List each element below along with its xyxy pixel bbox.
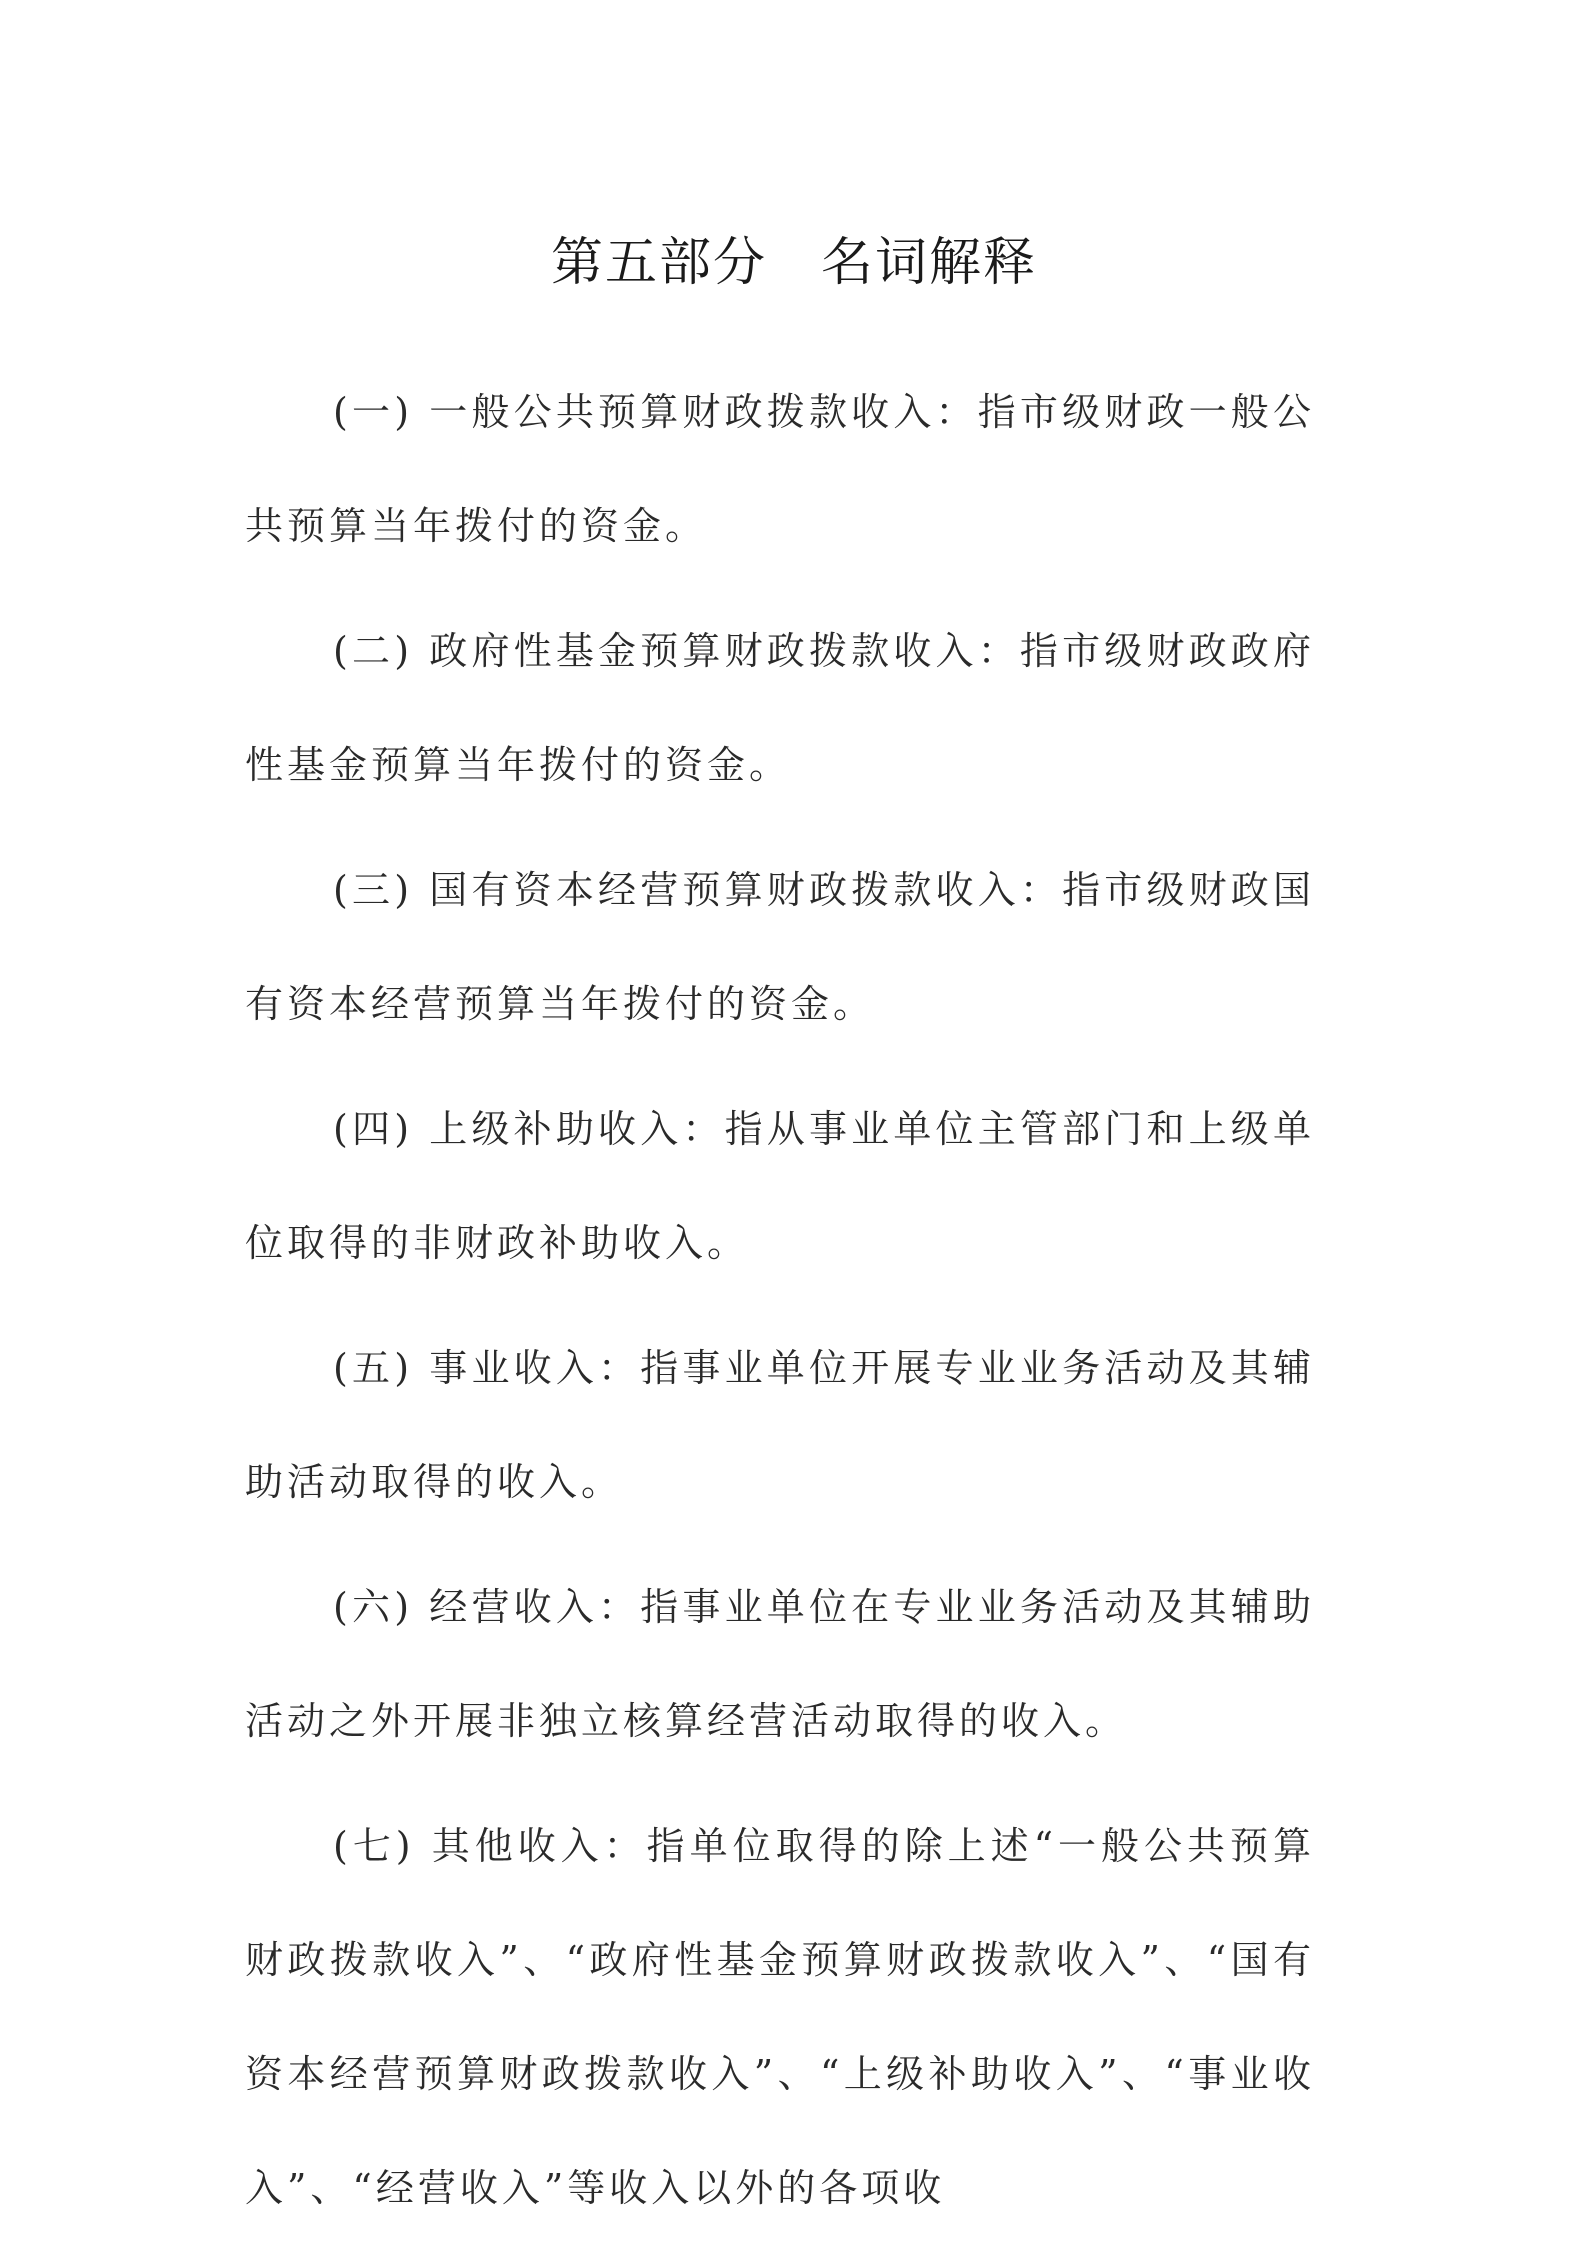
definition-paragraph-7: (七) 其他收入：指单位取得的除上述“一般公共预算财政拨款收入”、“政府性基金预算财政拨款收入”、“国有资本经营预算财政拨款收入”、“上级补助收入”、“事业收入”、“经营收入”等收入以外的各项收	[245, 1824, 1315, 2210]
definition-paragraph-6: (六) 经营收入：指事业单位在专业业务活动及其辅助活动之外开展非独立核算经营活动取得的收入。	[245, 1585, 1315, 1743]
definition-paragraph-2: (二) 政府性基金预算财政拨款收入：指市级财政政府性基金预算当年拨付的资金。	[245, 629, 1315, 787]
definition-paragraph-3: (三) 国有资本经营预算财政拨款收入：指市级财政国有资本经营预算当年拨付的资金。	[245, 868, 1315, 1026]
definition-paragraph-1: (一) 一般公共预算财政拨款收入：指市级财政一般公共预算当年拨付的资金。	[245, 390, 1315, 548]
definition-paragraph-5: (五) 事业收入：指事业单位开展专业业务活动及其辅助活动取得的收入。	[245, 1346, 1315, 1504]
definition-paragraph-4: (四) 上级补助收入：指从事业单位主管部门和上级单位取得的非财政补助收入。	[245, 1107, 1315, 1265]
definitions-list	[245, 355, 1315, 2245]
page-title: 第五部分 名词解释	[550, 233, 1037, 293]
